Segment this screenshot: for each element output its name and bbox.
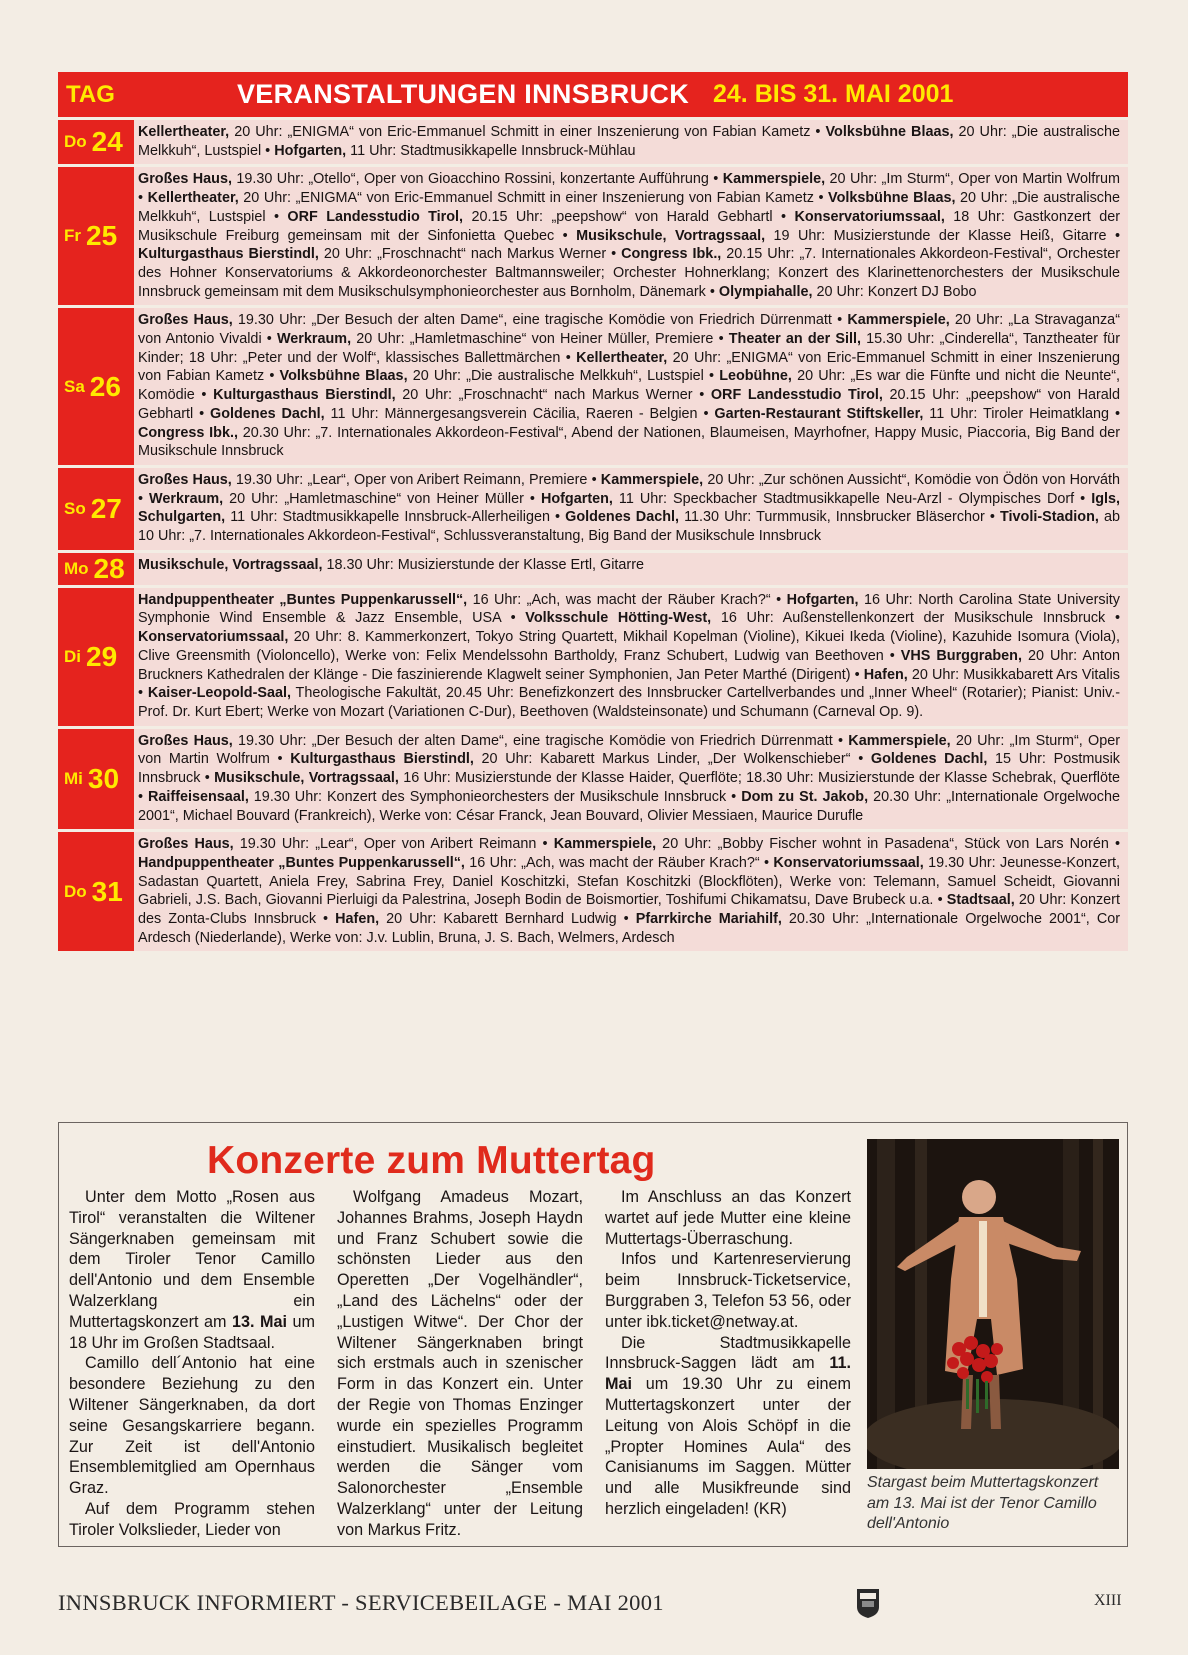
event-venue: Kulturgasthaus Bierstindl,	[290, 751, 474, 768]
event-venue: Goldenes Dachl,	[210, 405, 325, 422]
event-details: 16 Uhr: Außenstellenkonzert der Musikschule Innsbruck	[711, 610, 1106, 627]
day-events	[134, 553, 1128, 585]
article-text: Unter dem Motto „Rosen aus Tirol“ veranstalten die Wiltener Sängerknaben gemeinsam mit dem Tiroler Tenor Camillo dell'Antonio und dem Ensemble Walzerklang ein Muttertagskonzert am	[69, 1188, 315, 1331]
event-details: 20 Uhr: „Froschnacht“ nach Markus Werner	[395, 387, 693, 404]
day-row	[58, 305, 1128, 465]
footer-title: INNSBRUCK INFORMIERT - SERVICEBEILAGE - MAI 2001	[58, 1590, 664, 1615]
article-text: Im Anschluss an das Konzert wartet auf jede Mutter eine kleine Muttertags-Überraschung.	[605, 1188, 851, 1248]
article-paragraph	[605, 1333, 851, 1520]
event-venue: Kammerspiele,	[847, 312, 950, 329]
day-row	[58, 117, 1128, 164]
day-number: 25	[86, 220, 118, 252]
day-row	[58, 829, 1128, 951]
event-details: 19.30 Uhr: „Der Besuch der alten Dame“, eine tragische Komödie von Friedrich Dürrenmatt	[232, 312, 832, 329]
event-details: 16 Uhr: North Carolina State University Symphonie Wind Ensemble & Jazz Ensemble, USA	[138, 591, 1120, 627]
event-venue: Volksbühne Blaas,	[825, 124, 954, 140]
event-venue: Raiffeisensaal,	[148, 788, 249, 805]
day-events: Handpuppentheater „Buntes Puppenkarussell“, 16 Uhr: „Ach, was macht der Räuber Krach?“ • Hofgarten, 16 Uhr: North Carolina State University Symphonie Wind Ensemble & Jazz Ensemble, USA • Volksschule Hötting-West, 16 Uhr: Außenstellenkonzert der Musikschule Innsbruck • Konservatoriumssaal, 20 Uhr: 8. Kammerkonzert, Tokyo String Quartett, Mikhail Kopelman (Violine), Kikuei Ikeda (Violine), Kazuhide Isomura (Viola), Clive Greensmith (Violoncello), Werke von: Felix Mendelssohn Bartholdy, Franz Schubert, Ludwig van Beethoven • VHS Burggraben, 20 Uhr: Anton Bruckners Kathedralen der Klänge - Die faszinierende Klagwelt seiner Symphonien, Jan Peter Marthé (Dirigent) • Hafen, 20 Uhr: Musikkabarett Ars Vitalis • Kaiser-Leopold-Saal, Theologische Fakultät, 20.45 Uhr: Benefizkonzert des Innsbrucker Cartellverbandes und „Inner Wheel“ (Rotarier); Pianist: Univ.-Prof. Dr. Kurt Ebert; Werke von Mozart (Variationen C-Dur), Beethoven (Waldsteinsonate) und Schumann (Carneval Op. 9).	[134, 588, 1128, 726]
article-column-3	[605, 1187, 851, 1520]
article-date: 11. Mai	[605, 1354, 851, 1394]
event-details: 20 Uhr: „Es war die Fünfte und nicht die Neunte“, Komödie	[138, 368, 1120, 404]
tenor-illustration	[867, 1139, 1119, 1469]
day-number: 28	[93, 552, 125, 584]
event-venue: Großes Haus,	[138, 312, 233, 329]
event-details: 16 Uhr: „Ach, was macht der Räuber Krach?“	[467, 591, 771, 608]
event-details: 19 Uhr: Musizierstunde der Klasse Heiß, Gitarre	[765, 227, 1107, 244]
day-events: Großes Haus, 19.30 Uhr: „Der Besuch der alten Dame“, eine tragische Komödie von Friedrich Dürrenmatt • Kammerspiele, 20 Uhr: „La Stravaganza“ von Antonio Vivaldi • Werkraum, 20 Uhr: „Hamletmaschine“ von Heiner Müller, Premiere • Theater an der Sill, 15.30 Uhr: „Cinderella“, Tanztheater für Kinder; 18 Uhr: „Peter und der Wolf“, klassisches Ballettmärchen • Kellertheater, 20 Uhr: „ENIGMA“ von Eric-Emmanuel Schmitt in einer Inszenierung von Fabian Kametz • Volksbühne Blaas, 20 Uhr: „Die australische Melkkuh“, Lustspiel • Leobühne, 20 Uhr: „Es war die Fünfte und nicht die Neunte“, Komödie • Kulturgasthaus Bierstindl, 20 Uhr: „Froschnacht“ nach Markus Werner • ORF Landesstudio Tirol, 20.15 Uhr: „peepshow“ von Harald Gebhartl • Goldenes Dachl, 11 Uhr: Männergesangsverein Cäcilia, Raeren - Belgien • Garten-Restaurant Stiftskeller, 11 Uhr: Tiroler Heimatklang • Congress Ibk., 20.30 Uhr: „7. Internationales Akkordeon-Festival“, Abend der Nationen, Blaumeisen, Mayrhofner, Happy Music, Piaccoria, Big Band der Musikschule Innsbruck	[134, 308, 1128, 465]
event-venue: Konservatoriumssaal,	[773, 854, 924, 871]
event-venue: Goldenes Dachl,	[565, 509, 679, 526]
event-venue: Großes Haus,	[138, 836, 234, 853]
event-details: 20 Uhr: Kabarett Markus Linder, „Der Wolkenschieber“	[473, 751, 851, 768]
event-venue: Musikschule, Vortragssaal,	[576, 227, 766, 244]
event-details: 20 Uhr: „Die australische Melkkuh“, Lustspiel	[138, 190, 1121, 225]
weekday: Sa	[64, 376, 85, 396]
day-label	[58, 468, 134, 550]
events-header	[58, 72, 1128, 117]
event-details: 19.30 Uhr: Konzert des Symphonieorchesters der Musikschule Innsbruck	[248, 788, 727, 805]
event-venue: Musikschule, Vortragssaal,	[138, 556, 323, 573]
day-label	[58, 308, 134, 465]
events-title: VERANSTALTUNGEN INNSBRUCK	[237, 79, 689, 109]
article-text: Auf dem Programm stehen Tiroler Volkslieder, Lieder von	[69, 1499, 315, 1539]
event-details: 15.30 Uhr: „Cinderella“, Tanztheater für Kinder; 18 Uhr: „Peter und der Wolf“, klassisches Ballettmärchen	[138, 331, 1120, 366]
day-events: Großes Haus, 19.30 Uhr: „Der Besuch der alten Dame“, eine tragische Komödie von Friedrich Dürrenmatt • Kammerspiele, 20 Uhr: „Im Sturm“, Oper von Martin Wolfrum • Kulturgasthaus Bierstindl, 20 Uhr: Kabarett Markus Linder, „Der Wolkenschieber“ • Goldenes Dachl, 15 Uhr: Postmusik Innsbruck • Musikschule, Vortragssaal, 16 Uhr: Musizierstunde der Klasse Haider, Querflöte; 18.30 Uhr: Musizierstunde der Klasse Schebrak, Querflöte • Raiffeisensaal, 19.30 Uhr: Konzert des Symphonieorchesters der Musikschule Innsbruck • Dom zu St. Jakob, 20.30 Uhr: „Internationale Orgelwoche 2001“, Michael Bouvard (Frankreich), Werke von: César Franck, Jean Bouvard, Olivier Messiaen, Maurice Durufle	[134, 729, 1128, 830]
event-details: Theologische Fakultät, 20.45 Uhr: Benefizkonzert des Innsbrucker Cartellverbandes und „Inner Wheel“ (Rotarier); Pianist: Univ.-Prof. Dr. Kurt Ebert; Werke von Mozart (Variationen C-Dur), Beethoven (Waldsteinsonate) und Schumann (Carneval Op. 9).	[138, 685, 1120, 720]
page-number: XIII	[1094, 1592, 1122, 1609]
event-venue: ORF Landesstudio Tirol,	[710, 387, 883, 404]
weekday: Fr	[64, 226, 81, 246]
event-details: 16 Uhr: „Ach, was macht der Räuber Krach?“	[464, 854, 760, 871]
event-details: 19.30 Uhr: „Lear“, Oper von Aribert Reimann	[233, 836, 537, 853]
event-details: 20.30 Uhr: „Internationale Orgelwoche 2001“, Michael Bouvard (Frankreich), Werke von: César Franck, Jean Bouvard, Olivier Messiaen, Maurice Durufle	[138, 788, 1120, 824]
event-venue: VHS Burggraben,	[900, 647, 1022, 664]
event-venue: Congress Ibk.,	[621, 246, 722, 263]
event-venue: Volksbühne Blaas,	[279, 368, 408, 385]
weekday: Do	[64, 132, 87, 152]
event-venue: Leobühne,	[719, 368, 792, 385]
event-venue: Werkraum,	[149, 490, 224, 507]
day-label	[58, 120, 134, 164]
event-venue: Konservatoriumssaal,	[138, 629, 289, 646]
event-details: 20.30 Uhr: „7. Internationales Akkordeon-Festival“, Abend der Nationen, Blaumeisen, Mayrhofner, Happy Music, Piaccoria, Big Band der Musikschule Innsbruck	[138, 424, 1120, 460]
article-column-1	[69, 1187, 315, 1541]
event-details: 11 Uhr: Stadtmusikkapelle Innsbruck-Mühlau	[346, 142, 636, 159]
event-venue: Hofgarten,	[540, 490, 613, 507]
article-text: um 18 Uhr im Großen Stadtsaal.	[69, 1312, 315, 1352]
article-column-2	[337, 1187, 583, 1541]
weekday: Mi	[64, 768, 83, 788]
day-label	[58, 553, 134, 585]
day-label	[58, 588, 134, 726]
event-venue: Volksbühne Blaas,	[828, 190, 956, 207]
day-row	[58, 465, 1128, 550]
event-details: 20 Uhr: Anton Bruckners Kathedralen der Klänge - Die faszinierende Klagwelt seiner Symphonien, Jan Peter Marthé (Dirigent)	[138, 647, 1120, 683]
event-venue: Garten-Restaurant Stiftskeller,	[714, 405, 924, 422]
event-details: 20 Uhr: „Im Sturm“, Oper von Martin Wolfrum	[825, 171, 1120, 188]
weekday: Mo	[64, 558, 89, 578]
event-details: 19.30 Uhr: „Der Besuch der alten Dame“, eine tragische Komödie von Friedrich Dürrenmatt	[232, 732, 833, 749]
event-venue: Kammerspiele,	[553, 836, 657, 853]
article-date: 13. Mai	[232, 1312, 287, 1331]
event-details: 20 Uhr: „Die australische Melkkuh“, Lustspiel	[407, 368, 704, 385]
event-details: 11.30 Uhr: Turmmusik, Innsbrucker Bläserchor	[679, 509, 985, 526]
event-details: 20 Uhr: „ENIGMA“ von Eric-Emmanuel Schmitt in einer Inszenierung von Fabian Kametz	[138, 349, 1120, 385]
event-venue: Olympiahalle,	[718, 283, 813, 300]
article-text: Die Stadtmusikkapelle Innsbruck-Saggen lädt am	[605, 1333, 851, 1373]
day-label	[58, 832, 134, 951]
event-details: 15 Uhr: Postmusik Innsbruck	[138, 751, 1120, 787]
event-venue: Handpuppentheater „Buntes Puppenkarussell“,	[138, 591, 468, 608]
day-label	[58, 729, 134, 830]
event-details: 11 Uhr: Stadtmusikkapelle Innsbruck-Allerheiligen	[225, 509, 550, 526]
day-number: 26	[89, 370, 121, 402]
muttertag-article	[58, 1122, 1128, 1547]
article-paragraph	[69, 1353, 315, 1499]
event-details: 20 Uhr: „ENIGMA“ von Eric-Emmanuel Schmitt in einer Inszenierung von Fabian Kametz	[238, 190, 814, 207]
day-events: Kellertheater, 20 Uhr: „ENIGMA“ von Eric-Emmanuel Schmitt in einer Inszenierung von Fabian Kametz • Volksbühne Blaas, 20 Uhr: „Die australische Melkkuh“, Lustspiel • Hofgarten, 11 Uhr: Stadtmusikkapelle Innsbruck-Mühlau	[134, 120, 1128, 164]
article-paragraph	[69, 1499, 315, 1541]
event-details: 18 Uhr: Gastkonzert der Musikschule Freiburg gemeinsam mit der Sinfonietta Quebec	[138, 208, 1121, 244]
event-venue: Kammerspiele,	[848, 732, 951, 749]
weekday: Do	[64, 881, 87, 901]
event-venue: Musikschule, Vortragssaal,	[214, 770, 399, 787]
events-date-range: 24. BIS 31. MAI 2001	[713, 80, 954, 108]
event-venue: Kammerspiele,	[600, 471, 704, 488]
day-number: 30	[87, 762, 120, 794]
event-details: 19.30 Uhr: „Lear“, Oper von Aribert Reimann, Premiere	[231, 471, 588, 488]
event-venue: ORF Landesstudio Tirol,	[287, 208, 464, 225]
event-venue: Dom zu St. Jakob,	[741, 788, 869, 805]
weekday: Di	[64, 646, 81, 666]
event-venue: Hafen,	[863, 666, 908, 683]
event-venue: Tivoli-Stadion,	[1000, 509, 1099, 526]
event-venue: Großes Haus,	[138, 471, 232, 488]
event-details: 11 Uhr: Tiroler Heimatklang	[923, 405, 1110, 422]
event-details: 20.15 Uhr: „7. Internationales Akkordeon-Festival“, Orchester des Hohner Konservatoriums & Akkordeonorchester Baltmannsweiler; Orchester Hohnerklang; Konzert des Klarinettenorchesters der Musikschule Innsbruck gemeinsam mit dem Musikschulsymphonieorchester aus Bornholm, Dänemark	[138, 246, 1120, 300]
event-venue: Stadtsaal,	[946, 892, 1015, 909]
day-number: 27	[90, 492, 122, 524]
article-paragraph	[605, 1187, 851, 1249]
event-venue: Kulturgasthaus Bierstindl,	[213, 387, 396, 404]
event-details: 20 Uhr: „Hamletmaschine“ von Heiner Müller	[223, 490, 524, 507]
article-paragraph	[605, 1249, 851, 1332]
event-details: 20 Uhr: Kabarett Bernhard Ludwig	[379, 911, 617, 928]
event-details: 18.30 Uhr: Musizierstunde der Klasse Ertl, Gitarre	[322, 556, 645, 573]
event-venue: Congress Ibk.,	[138, 424, 238, 441]
event-venue: Kaiser-Leopold-Saal,	[147, 685, 291, 702]
event-venue: Hofgarten,	[274, 142, 347, 159]
event-details: 20 Uhr: Musikkabarett Ars Vitalis	[907, 666, 1120, 683]
event-details: 20 Uhr: Konzert des Zonta-Clubs Innsbruck	[138, 892, 1120, 928]
weekday: So	[64, 498, 86, 518]
day-number: 24	[91, 126, 123, 158]
event-details: 20 Uhr: „Hamletmaschine“ von Heiner Müller, Premiere	[351, 331, 714, 348]
article-title: Konzerte zum Muttertag	[207, 1139, 656, 1182]
event-venue: Hafen,	[335, 911, 380, 928]
event-venue: Großes Haus,	[138, 732, 233, 749]
event-details: 20.15 Uhr: „peepshow“ von Harald Gebhartl	[138, 387, 1121, 422]
event-details: 20 Uhr: „La Stravaganza“ von Antonio Vivaldi	[138, 312, 1120, 348]
event-venue: Kellertheater,	[138, 124, 230, 140]
event-details: 11 Uhr: Männergesangsverein Cäcilia, Raeren - Belgien	[324, 405, 698, 422]
event-details: 16 Uhr: Musizierstunde der Klasse Haider, Querflöte; 18.30 Uhr: Musizierstunde der Klasse Schebrak, Querflöte	[398, 770, 1120, 787]
event-venue: Kellertheater,	[147, 190, 239, 207]
event-details: ab 10 Uhr: „7. Internationales Akkordeon-Festival“, Schlussveranstaltung, Big Band der Musikschule Innsbruck	[138, 509, 1120, 545]
event-details: 20 Uhr: „Froschnacht“ nach Markus Werner	[318, 246, 607, 263]
day-row	[58, 164, 1128, 305]
photo-caption: Stargast beim Muttertagskonzert am 13. Mai ist der Tenor Camillo dell'Antonio	[867, 1474, 1099, 1532]
event-details: 19.30 Uhr: Jeunesse-Konzert, Sadastan Quartett, Aniela Frey, Sabrina Frey, Daniel Koschitzki, Stefan Koschitzki (Blockflöten), Werke von: Telemann, Samuel Scheidt, Giovanni Gabrieli, J.S. Bach, Giovanni Pierluigi da Palestrina, Joseph Bodin de Boismortier, Toshifumi Chikamatsu, Dave Brubeck u.a.	[138, 854, 1120, 909]
article-paragraph	[337, 1187, 583, 1541]
article-text: Wolfgang Amadeus Mozart, Johannes Brahms, Joseph Haydn und Franz Schubert sowie die schönsten Lieder aus den Operetten „Der Vogelhändler“, „Land des Lächelns“ oder der „Lustigen Witwe“. Der Chor der Wiltener Sängerknaben bringt sich erstmals auch in szenischer Form in das Konzert ein. Unter der Regie von Thomas Enzinger wurde ein spezielles Programm einstudiert. Musikalisch begleitet werden die Sänger vom Salonorchester „Ensemble Walzerklang“ unter der Leitung von Markus Fritz.	[337, 1188, 583, 1539]
day-events: Großes Haus, 19.30 Uhr: „Otello“, Oper von Gioacchino Rossini, konzertante Aufführung • Kammerspiele, 20 Uhr: „Im Sturm“, Oper von Martin Wolfrum • Kellertheater, 20 Uhr: „ENIGMA“ von Eric-Emmanuel Schmitt in einer Inszenierung von Fabian Kametz • Volksbühne Blaas, 20 Uhr: „Die australische Melkkuh“, Lustspiel • ORF Landesstudio Tirol, 20.15 Uhr: „peepshow“ von Harald Gebhartl • Konservatoriumssaal, 18 Uhr: Gastkonzert der Musikschule Freiburg gemeinsam mit der Sinfonietta Quebec • Musikschule, Vortragssaal, 19 Uhr: Musizierstunde der Klasse Heiß, Gitarre • Kulturgasthaus Bierstindl, 20 Uhr: „Froschnacht“ nach Markus Werner • Congress Ibk., 20.15 Uhr: „7. Internationales Akkordeon-Festival“, Orchester des Hohner Konservatoriums & Akkordeonorchester Baltmannsweiler; Orchester Hohnerklang; Konzert des Klarinettenorchesters der Musikschule Innsbruck gemeinsam mit dem Musikschulsymphonieorchester aus Bornholm, Dänemark • Olympiahalle, 20 Uhr: Konzert DJ Bobo	[134, 167, 1128, 305]
article-text: Camillo dell´Antonio hat eine besondere Beziehung zu den Wiltener Sängerknaben, da dort seine Gesangskarriere begann. Zur Zeit ist dell'Antonio Ensemblemitglied am Opernhaus Graz.	[69, 1354, 315, 1498]
events-rows	[58, 117, 1128, 951]
event-venue: Konservatoriumssaal,	[794, 208, 945, 225]
day-number: 31	[91, 875, 123, 907]
event-details: 20 Uhr: „Bobby Fischer wohnt in Pasadena“, Stück von Lars Norén	[656, 836, 1109, 853]
article-paragraph	[69, 1187, 315, 1353]
event-venue: Pfarrkirche Mariahilf,	[635, 911, 782, 928]
day-number: 29	[86, 640, 118, 672]
event-details: 20 Uhr: „Die australische Melkkuh“, Lustspiel	[138, 124, 1120, 159]
day-row	[58, 550, 1128, 585]
day-events: Großes Haus, 19.30 Uhr: „Lear“, Oper von Aribert Reimann, Premiere • Kammerspiele, 20 Uhr: „Zur schönen Aussicht“, Komödie von Ödön von Horváth • Werkraum, 20 Uhr: „Hamletmaschine“ von Heiner Müller • Hofgarten, 11 Uhr: Speckbacher Stadtmusikkapelle Neu-Arzl - Olympisches Dorf • Igls, Schulgarten, 11 Uhr: Stadtmusikkapelle Innsbruck-Allerheiligen • Goldenes Dachl, 11.30 Uhr: Turmmusik, Innsbrucker Bläserchor • Tivoli-Stadion, ab 10 Uhr: „7. Internationales Akkordeon-Festival“, Schlussveranstaltung, Big Band der Musikschule Innsbruck	[134, 468, 1128, 550]
day-row	[58, 585, 1128, 726]
event-details: 20 Uhr: 8. Kammerkonzert, Tokyo String Quartett, Mikhail Kopelman (Violine), Kikuei Ikeda (Violine), Kazuhide Isomura (Viola), Clive Greensmith (Violoncello), Werke von: Felix Mendelssohn Bartholdy, Franz Schubert, Ludwig van Beethoven	[138, 629, 1120, 664]
event-venue: Igls, Schulgarten,	[138, 490, 1120, 526]
event-venue: Goldenes Dachl,	[870, 751, 988, 768]
column-tag-label: TAG	[66, 80, 115, 108]
event-details: 20 Uhr: „Im Sturm“, Oper von Martin Wolfrum	[138, 732, 1120, 768]
event-venue: Handpuppentheater „Buntes Puppenkarussell“,	[138, 854, 465, 871]
event-details: 20.15 Uhr: „peepshow“ von Harald Gebhartl	[463, 208, 773, 225]
event-details: 20 Uhr: „Zur schönen Aussicht“, Komödie von Ödön von Horváth	[703, 471, 1120, 488]
tenor-photo	[867, 1139, 1119, 1469]
event-details: 11 Uhr: Speckbacher Stadtmusikkapelle Neu-Arzl - Olympisches Dorf	[612, 490, 1075, 507]
day-label	[58, 167, 134, 305]
article-text: um 19.30 Uhr zu einem Muttertagskonzert unter der Leitung von Alois Schöpf in die „Propter Homines Aula“ des Canisianums im Saggen. Mütter und alle Musikfreunde sind herzlich eingeladen! (KR)	[605, 1375, 851, 1518]
event-details: 19.30 Uhr: „Otello“, Oper von Gioacchino Rossini, konzertante Aufführung	[231, 171, 709, 188]
event-venue: Hofgarten,	[786, 591, 859, 608]
event-venue: Kammerspiele,	[722, 171, 826, 188]
event-details: 20.30 Uhr: „Internationale Orgelwoche 2001“, Cor Ardesch (Niederlande), Werke von: J.v. Lublin, Bruna, J. S. Bach, Welmers, Ardesch	[138, 911, 1121, 946]
article-text: Infos und Kartenreservierung beim Innsbruck-Ticketservice, Burggraben 3, Telefon 53 56, oder unter ibk.ticket@netway.at.	[605, 1250, 851, 1331]
city-crest-icon	[855, 1587, 881, 1619]
event-venue: Kulturgasthaus Bierstindl,	[138, 246, 319, 263]
events-table	[58, 72, 1128, 951]
event-details: 20 Uhr: „ENIGMA“ von Eric-Emmanuel Schmitt in einer Inszenierung von Fabian Kametz	[229, 124, 811, 140]
event-venue: Theater an der Sill,	[728, 331, 861, 348]
day-events: Großes Haus, 19.30 Uhr: „Lear“, Oper von Aribert Reimann • Kammerspiele, 20 Uhr: „Bobby Fischer wohnt in Pasadena“, Stück von Lars Norén • Handpuppentheater „Buntes Puppenkarussell“, 16 Uhr: „Ach, was macht der Räuber Krach?“ • Konservatoriumssaal, 19.30 Uhr: Jeunesse-Konzert, Sadastan Quartett, Aniela Frey, Sabrina Frey, Daniel Koschitzki, Stefan Koschitzki (Blockflöten), Werke von: Telemann, Samuel Scheidt, Giovanni Gabrieli, J.S. Bach, Giovanni Pierluigi da Palestrina, Joseph Bodin de Boismortier, Toshifumi Chikamatsu, Dave Brubeck u.a. • Stadtsaal, 20 Uhr: Konzert des Zonta-Clubs Innsbruck • Hafen, 20 Uhr: Kabarett Bernhard Ludwig • Pfarrkirche Mariahilf, 20.30 Uhr: „Internationale Orgelwoche 2001“, Cor Ardesch (Niederlande), Werke von: J.v. Lublin, Bruna, J. S. Bach, Welmers, Ardesch	[134, 832, 1128, 951]
event-venue: Großes Haus,	[138, 171, 232, 188]
event-venue: Kellertheater,	[576, 349, 668, 366]
event-venue: Werkraum,	[276, 331, 352, 348]
event-details: 20 Uhr: Konzert DJ Bobo	[812, 283, 977, 300]
day-row	[58, 726, 1128, 830]
event-venue: Volksschule Hötting-West,	[525, 610, 712, 627]
